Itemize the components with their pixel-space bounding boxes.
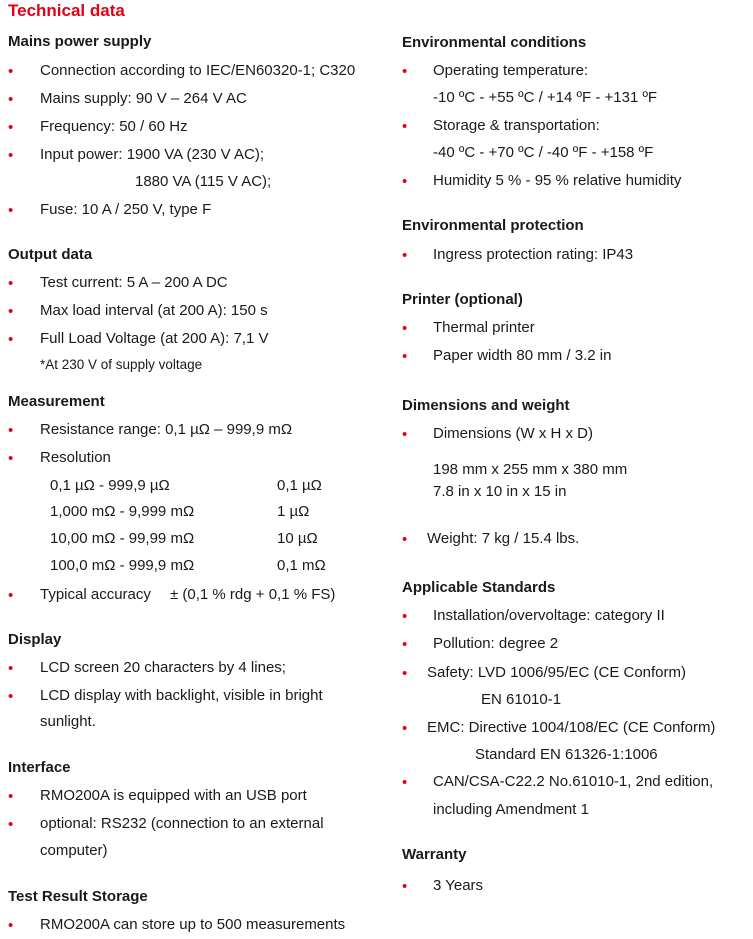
bullet: [8, 661, 13, 676]
bullet: [402, 349, 407, 364]
bullet: [402, 609, 407, 624]
standards-csa-2: including Amendment 1: [433, 801, 589, 818]
warranty-period: 3 Years: [433, 877, 484, 894]
bullet: [8, 120, 13, 135]
bullet: [8, 689, 13, 704]
bullet: [8, 588, 13, 603]
mains-input-power: Input power: 1900 VA (230 V AC);: [40, 146, 265, 163]
bullet: [8, 451, 13, 466]
dimensions-heading: Dimensions and weight: [402, 397, 570, 414]
bullet: [8, 92, 13, 107]
resolution-value: 0,1 µΩ: [277, 477, 322, 494]
output-voltage: Full Load Voltage (at 200 A): 7,1 V: [40, 330, 269, 347]
resolution-range: 0,1 µΩ - 999,9 µΩ: [50, 477, 170, 494]
resolution-value: 0,1 mΩ: [277, 557, 326, 574]
bullet: [402, 637, 407, 652]
standards-installation: Installation/overvoltage: category II: [433, 607, 665, 624]
bullet: [402, 427, 407, 442]
environment-storage: Storage & transportation:: [433, 117, 600, 134]
measurement-heading: Measurement: [8, 393, 105, 410]
output-current: Test current: 5 A – 200 A DC: [40, 274, 228, 291]
standards-emc: EMC: Directive 1004/108/EC (CE Conform): [427, 719, 716, 736]
bullet: [8, 423, 13, 438]
standards-pollution: Pollution: degree 2: [433, 635, 559, 652]
printer-paper: Paper width 80 mm / 3.2 in: [433, 347, 612, 364]
bullet: [8, 817, 13, 832]
measurement-range: Resistance range: 0,1 µΩ – 999,9 mΩ: [40, 421, 293, 438]
resolution-range: 10,00 mΩ - 99,99 mΩ: [50, 530, 195, 547]
bullet: [402, 321, 407, 336]
dimensions-metric: 198 mm x 255 mm x 380 mm: [433, 461, 628, 478]
interface-usb: RMO200A is equipped with an USB port: [40, 787, 307, 804]
mains-frequency: Frequency: 50 / 60 Hz: [40, 118, 188, 135]
mains-supply: Mains supply: 90 V – 264 V AC: [40, 90, 247, 107]
environment-operating-value: -10 ºC - +55 ºC / +14 ºF - +131 ºF: [433, 89, 658, 106]
bullet: [402, 775, 407, 790]
dimensions-weight: Weight: 7 kg / 15.4 lbs.: [427, 530, 580, 547]
environment-humidity: Humidity 5 % - 95 % relative humidity: [433, 172, 682, 189]
measurement-resolution-label: Resolution: [40, 449, 111, 466]
resolution-range: 100,0 mΩ - 999,9 mΩ: [50, 557, 195, 574]
bullet: [8, 304, 13, 319]
display-backlight-2: sunlight.: [40, 713, 96, 730]
dimensions-imperial: 7.8 in x 10 in x 15 in: [433, 483, 567, 500]
output-note: *At 230 V of supply voltage: [40, 357, 203, 372]
bullet: [8, 64, 13, 79]
measurement-accuracy-value: ± (0,1 % rdg + 0,1 % FS): [170, 586, 336, 603]
bullet: [8, 332, 13, 347]
resolution-value: 10 µΩ: [277, 530, 318, 547]
standards-safety-2: EN 61010-1: [481, 691, 562, 708]
bullet: [8, 789, 13, 804]
bullet: [402, 174, 407, 189]
bullet: [402, 721, 407, 736]
bullet: [402, 532, 407, 547]
bullet: [402, 64, 407, 79]
standards-heading: Applicable Standards: [402, 579, 556, 596]
printer-type: Thermal printer: [433, 319, 535, 336]
bullet: [8, 203, 13, 218]
protection-ip: Ingress protection rating: IP43: [433, 246, 634, 263]
output-interval: Max load interval (at 200 A): 150 s: [40, 302, 268, 319]
interface-rs232-2: computer): [40, 842, 108, 859]
standards-emc-2: Standard EN 61326-1:1006: [475, 746, 658, 763]
bullet: [8, 918, 13, 933]
display-backlight: LCD display with backlight, visible in bright: [40, 687, 323, 704]
protection-heading: Environmental protection: [402, 217, 584, 234]
interface-rs232: optional: RS232 (connection to an external: [40, 815, 324, 832]
environment-heading: Environmental conditions: [402, 34, 587, 51]
mains-input-power-2: 1880 VA (115 V AC);: [135, 173, 272, 190]
environment-storage-value: -40 ºC - +70 ºC / -40 ºF - +158 ºF: [433, 144, 654, 161]
bullet: [402, 666, 407, 681]
mains-heading: Mains power supply: [8, 33, 152, 50]
resolution-range: 1,000 mΩ - 9,999 mΩ: [50, 503, 195, 520]
measurement-accuracy-label: Typical accuracy: [40, 586, 151, 603]
bullet: [402, 879, 407, 894]
display-lcd: LCD screen 20 characters by 4 lines;: [40, 659, 286, 676]
bullet: [8, 148, 13, 163]
page-title: Technical data: [8, 1, 125, 20]
printer-heading: Printer (optional): [402, 291, 523, 308]
mains-connection: Connection according to IEC/EN60320-1; C320: [40, 62, 356, 79]
environment-operating: Operating temperature:: [433, 62, 589, 79]
resolution-value: 1 µΩ: [277, 503, 310, 520]
interface-heading: Interface: [8, 759, 71, 776]
standards-csa: CAN/CSA-C22.2 No.61010-1, 2nd edition,: [433, 773, 714, 790]
bullet: [402, 119, 407, 134]
dimensions-label: Dimensions (W x H x D): [433, 425, 594, 442]
standards-safety: Safety: LVD 1006/95/EC (CE Conform): [427, 664, 686, 681]
bullet: [402, 248, 407, 263]
display-heading: Display: [8, 631, 62, 648]
mains-fuse: Fuse: 10 A / 250 V, type F: [40, 201, 212, 218]
output-heading: Output data: [8, 246, 93, 263]
storage-heading: Test Result Storage: [8, 888, 148, 905]
bullet: [8, 276, 13, 291]
storage-capacity: RMO200A can store up to 500 measurements: [40, 916, 346, 933]
warranty-heading: Warranty: [402, 846, 467, 863]
